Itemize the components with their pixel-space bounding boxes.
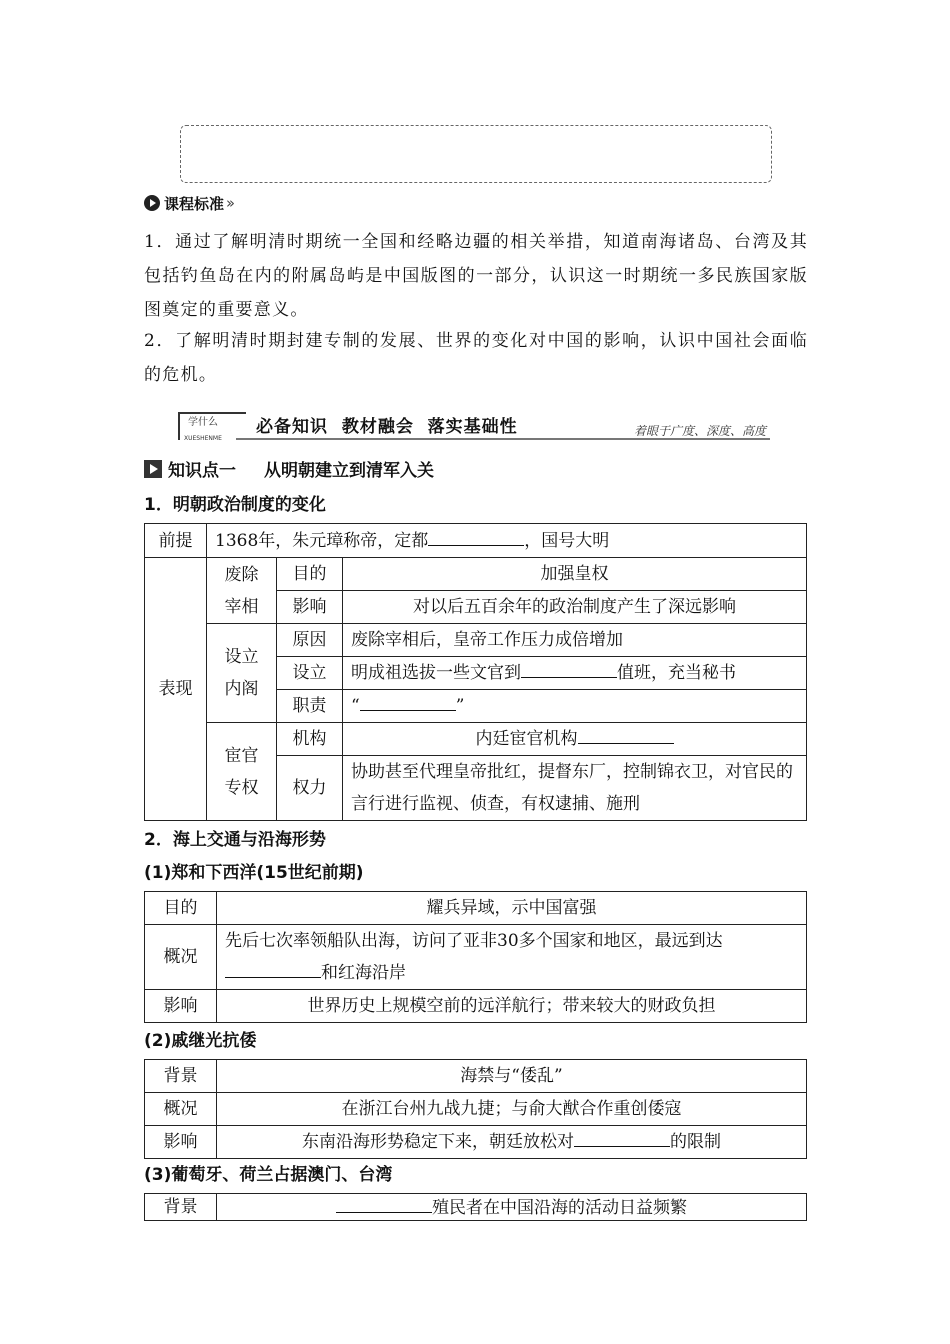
premise-text-a: 1368年，朱元璋称帝，定都 bbox=[215, 530, 429, 551]
fill-blank bbox=[574, 1128, 670, 1147]
course-standard-title: 课程标准 bbox=[164, 194, 225, 213]
course-standard-item-2: 2．了解明清时期封建专制的发展、世界的变化对中国的影响，认识中国社会面临的危机。 bbox=[144, 331, 808, 385]
shelix-label: 设立 bbox=[277, 657, 343, 690]
yuanyin-value: 废除宰相后，皇帝工作压力成倍增加 bbox=[343, 624, 807, 657]
table-row bbox=[145, 925, 807, 990]
feichu-label: 废除宰相 bbox=[207, 558, 277, 624]
sub2-heading: (2)戚继光抗倭 bbox=[144, 1031, 257, 1051]
table-row bbox=[145, 1093, 807, 1126]
quanli-label: 权力 bbox=[277, 756, 343, 821]
course-standard-item-1: 1．通过了解明清时期统一全国和经略边疆的相关举措，知道南海诸岛、台湾及其包括钓鱼岛在内的附属岛屿是中国版图的一部分，认识这一时期统一多民族国家版图奠定的重要意义。 bbox=[144, 232, 808, 320]
shelix-cell bbox=[343, 657, 807, 690]
table-row bbox=[145, 1194, 807, 1221]
biaoxian-label: 表现 bbox=[145, 558, 207, 821]
row-text: 殖民者在中国沿海的活动日益频繁 bbox=[432, 1198, 687, 1218]
banner-subtitle: 着眼于广度、深度、高度 bbox=[633, 424, 766, 438]
section1-heading: 1．明朝政治制度的变化 bbox=[144, 495, 326, 515]
sub3-heading: (3)葡萄牙、荷兰占据澳门、台湾 bbox=[144, 1165, 393, 1185]
zhenghe-table bbox=[144, 891, 807, 1023]
section-banner bbox=[178, 410, 770, 440]
table-row bbox=[145, 1126, 807, 1159]
row-value-cell bbox=[217, 1126, 807, 1159]
fill-blank bbox=[428, 527, 524, 546]
row-label: 影响 bbox=[145, 1126, 217, 1159]
colonial-table bbox=[144, 1193, 807, 1221]
table-row bbox=[145, 624, 807, 657]
table-row bbox=[145, 892, 807, 925]
play-square-icon bbox=[144, 460, 162, 478]
quanli-value: 协助甚至代理皇帝批红，提督东厂，控制锦衣卫，对官民的言行进行监视、侦查，有权逮捕、施刑 bbox=[343, 756, 807, 821]
knowledge-point-title: 从明朝建立到清军入关 bbox=[264, 461, 434, 481]
qijiguang-table bbox=[144, 1059, 807, 1159]
jigou-text: 内廷宦官机构 bbox=[475, 729, 578, 749]
yingxiang-label: 影响 bbox=[277, 591, 343, 624]
row-text-a: 先后七次率领船队出海，访问了亚非30多个国家和地区，最远到达 bbox=[225, 931, 723, 951]
row-text-b: 和红海沿岸 bbox=[321, 963, 406, 983]
premise-cell bbox=[207, 524, 807, 558]
ming-politics-table bbox=[144, 523, 807, 821]
table-row bbox=[145, 990, 807, 1023]
fill-blank bbox=[578, 725, 674, 744]
mudi-label: 目的 bbox=[277, 558, 343, 591]
zhize-open-quote: “ bbox=[351, 696, 360, 716]
row-text-b: 的限制 bbox=[670, 1132, 721, 1152]
shelix-text-b: 值班，充当秘书 bbox=[617, 663, 736, 683]
fill-blank bbox=[360, 692, 456, 711]
row-value: 耀兵异域，示中国富强 bbox=[217, 892, 807, 925]
row-label: 概况 bbox=[145, 925, 217, 990]
banner-title: 必备知识 教材融会 落实基础性 bbox=[256, 417, 518, 437]
knowledge-point-label: 知识点一 bbox=[168, 461, 236, 481]
row-value-cell bbox=[217, 1194, 807, 1221]
fill-blank bbox=[225, 959, 321, 978]
yuanyin-label: 原因 bbox=[277, 624, 343, 657]
fill-blank bbox=[336, 1194, 432, 1213]
table-row bbox=[145, 524, 807, 558]
zhize-label: 职责 bbox=[277, 690, 343, 723]
row-label: 背景 bbox=[145, 1194, 217, 1221]
section2-heading: 2．海上交通与沿海形势 bbox=[144, 830, 326, 850]
knowledge-point-header bbox=[144, 456, 434, 481]
row-label: 影响 bbox=[145, 990, 217, 1023]
yingxiang-value: 对以后五百余年的政治制度产生了深远影响 bbox=[343, 591, 807, 624]
fill-blank bbox=[521, 659, 617, 678]
zhize-close-quote: ” bbox=[455, 696, 465, 716]
jigou-cell bbox=[343, 723, 807, 756]
row-value: 海禁与“倭乱” bbox=[217, 1060, 807, 1093]
banner-logo-small: XUESHENME bbox=[184, 435, 222, 442]
mudi-value: 加强皇权 bbox=[343, 558, 807, 591]
sheli-label: 设立内阁 bbox=[207, 624, 277, 723]
zhize-cell bbox=[343, 690, 807, 723]
table-row bbox=[145, 558, 807, 591]
table-row bbox=[145, 1060, 807, 1093]
banner-logo-text: 学什么 bbox=[188, 417, 218, 428]
row-label: 概况 bbox=[145, 1093, 217, 1126]
table-row bbox=[145, 723, 807, 756]
shelix-text-a: 明成祖选拔一些文官到 bbox=[351, 663, 521, 683]
huanguan-label: 宦官专权 bbox=[207, 723, 277, 821]
empty-note-box bbox=[180, 125, 772, 183]
premise-label: 前提 bbox=[145, 524, 207, 558]
jigou-label: 机构 bbox=[277, 723, 343, 756]
course-standard-header bbox=[144, 192, 232, 214]
sub1-heading: (1)郑和下西洋(15世纪前期) bbox=[144, 863, 364, 883]
row-value-cell bbox=[217, 925, 807, 990]
row-label: 背景 bbox=[145, 1060, 217, 1093]
double-chevron-right-icon: ›› bbox=[226, 194, 233, 212]
row-text-a: 东南沿海形势稳定下来，朝廷放松对 bbox=[302, 1132, 574, 1152]
banner-logo bbox=[178, 412, 246, 440]
premise-text-b: ，国号大明 bbox=[524, 530, 610, 551]
row-value: 世界历史上规模空前的远洋航行；带来较大的财政负担 bbox=[217, 990, 807, 1023]
row-value: 在浙江台州九战九捷；与俞大猷合作重创倭寇 bbox=[217, 1093, 807, 1126]
play-circle-icon bbox=[144, 195, 160, 211]
banner-rule bbox=[236, 438, 770, 440]
row-label: 目的 bbox=[145, 892, 217, 925]
